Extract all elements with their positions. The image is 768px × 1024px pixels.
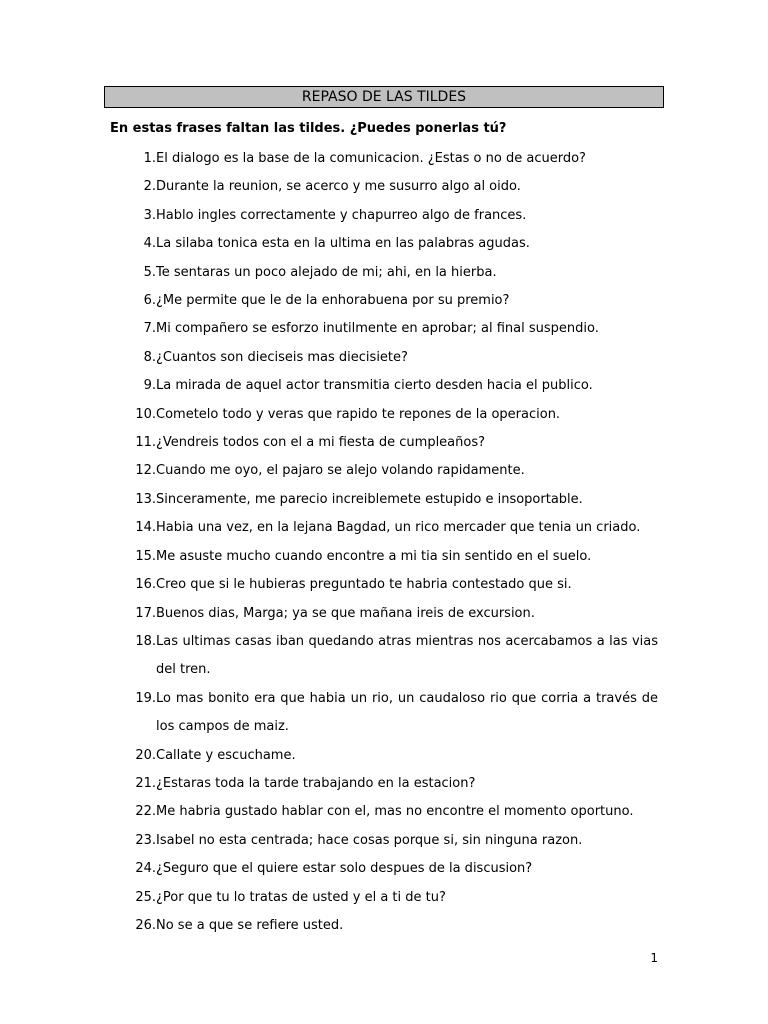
item-sentence: Hablo ingles correctamente y chapurreo algo de frances. xyxy=(156,207,527,223)
list-item xyxy=(110,742,658,770)
list-item xyxy=(110,770,658,798)
item-number-label: 19. xyxy=(135,690,156,706)
item-number xyxy=(110,628,156,685)
item-number-label: 5. xyxy=(143,264,156,280)
item-sentence: Buenos dias, Marga; ya se que mañana ireis de excursion. xyxy=(156,605,535,621)
item-sentence: Creo que si le hubieras preguntado te habria contestado que si. xyxy=(156,577,572,593)
item-sentence: La mirada de aquel actor transmitia cierto desden hacia el publico. xyxy=(156,378,593,394)
item-sentence: La silaba tonica esta en la ultima en las palabras agudas. xyxy=(156,236,530,252)
list-item xyxy=(110,543,658,571)
list-item xyxy=(110,457,658,485)
item-number-label: 3. xyxy=(143,207,156,223)
item-number-label: 26. xyxy=(135,917,156,933)
item-number xyxy=(110,173,156,201)
item-number xyxy=(110,259,156,287)
item-number-label: 20. xyxy=(135,747,156,763)
item-number-label: 18. xyxy=(135,633,156,649)
page-number: 1 xyxy=(650,951,658,965)
list-item xyxy=(110,344,658,372)
list-item xyxy=(110,202,658,230)
exercise-list xyxy=(110,145,658,940)
item-number xyxy=(110,315,156,343)
item-number xyxy=(110,457,156,485)
item-number xyxy=(110,685,156,742)
item-number xyxy=(110,344,156,372)
item-number xyxy=(110,230,156,258)
item-number-label: 2. xyxy=(143,179,156,195)
list-item xyxy=(110,685,658,742)
item-number-label: 7. xyxy=(143,321,156,337)
item-sentence: Lo mas bonito era que habia un rio, un caudaloso rio que corria a través de los campos de maiz. xyxy=(156,690,658,735)
item-sentence: Me habria gustado hablar con el, mas no encontre el momento oportuno. xyxy=(156,804,634,820)
item-number-label: 14. xyxy=(135,520,156,536)
item-number-label: 12. xyxy=(135,463,156,479)
list-item xyxy=(110,173,658,201)
item-sentence: ¿Me permite que le de la enhorabuena por su premio? xyxy=(156,293,510,309)
item-number xyxy=(110,742,156,770)
list-item xyxy=(110,571,658,599)
list-item xyxy=(110,912,658,940)
list-item xyxy=(110,259,658,287)
item-sentence: ¿Cuantos son dieciseis mas diecisiete? xyxy=(156,349,408,365)
item-sentence: Cuando me oyo, el pajaro se alejo volando rapidamente. xyxy=(156,463,525,479)
item-sentence: ¿Estaras toda la tarde trabajando en la estacion? xyxy=(156,775,476,791)
item-number xyxy=(110,429,156,457)
list-item xyxy=(110,145,658,173)
item-number-label: 16. xyxy=(135,577,156,593)
list-item xyxy=(110,600,658,628)
page-title: REPASO DE LAS TILDES xyxy=(104,86,664,108)
item-sentence: Te sentaras un poco alejado de mi; ahi, en la hierba. xyxy=(156,264,497,280)
list-item xyxy=(110,514,658,542)
item-number xyxy=(110,486,156,514)
list-item xyxy=(110,401,658,429)
item-sentence: Durante la reunion, se acerco y me susurro algo al oido. xyxy=(156,179,521,195)
list-item xyxy=(110,287,658,315)
item-number-label: 4. xyxy=(143,236,156,252)
list-item xyxy=(110,315,658,343)
item-number-label: 8. xyxy=(143,349,156,365)
list-item xyxy=(110,798,658,826)
item-number xyxy=(110,145,156,173)
item-number xyxy=(110,884,156,912)
item-number xyxy=(110,401,156,429)
item-number xyxy=(110,770,156,798)
list-item xyxy=(110,855,658,883)
item-sentence: El dialogo es la base de la comunicacion. ¿Estas o no de acuerdo? xyxy=(156,151,586,166)
item-number-label: 6. xyxy=(143,293,156,309)
item-sentence: No se a que se refiere usted. xyxy=(156,917,344,933)
item-number-label: 10. xyxy=(135,406,156,422)
item-sentence: Habia una vez, en la lejana Bagdad, un rico mercader que tenia un criado. xyxy=(156,520,641,536)
item-sentence: Sinceramente, me parecio increiblemete estupido e insoportable. xyxy=(156,491,583,507)
item-number-label: 9. xyxy=(143,378,156,394)
list-item xyxy=(110,230,658,258)
item-number-label: 23. xyxy=(135,832,156,848)
item-number-label: 24. xyxy=(135,861,156,877)
item-sentence: ¿Por que tu lo tratas de usted y el a ti de tu? xyxy=(156,889,446,905)
list-item xyxy=(110,884,658,912)
item-number xyxy=(110,827,156,855)
list-item xyxy=(110,429,658,457)
item-number-label: 1. xyxy=(143,151,156,166)
item-sentence: Mi compañero se esforzo inutilmente en aprobar; al final suspendio. xyxy=(156,321,599,337)
item-number-label: 25. xyxy=(135,889,156,905)
item-sentence: Me asuste mucho cuando encontre a mi tia sin sentido en el suelo. xyxy=(156,548,592,564)
item-sentence: ¿Vendreis todos con el a mi fiesta de cumpleaños? xyxy=(156,435,486,451)
item-number-label: 15. xyxy=(135,548,156,564)
item-number xyxy=(110,600,156,628)
item-sentence: Cometelo todo y veras que rapido te repones de la operacion. xyxy=(156,406,561,422)
item-sentence: Las ultimas casas iban quedando atras mientras nos acercabamos a las vias del tren. xyxy=(156,633,658,678)
item-sentence: Isabel no esta centrada; hace cosas porque si, sin ninguna razon. xyxy=(156,832,583,848)
item-number xyxy=(110,514,156,542)
item-number xyxy=(110,287,156,315)
instruction-text: En estas frases faltan las tildes. ¿Puedes ponerlas tú? xyxy=(110,121,507,136)
list-item xyxy=(110,628,658,685)
item-number xyxy=(110,855,156,883)
item-number xyxy=(110,543,156,571)
item-number-label: 13. xyxy=(135,491,156,507)
item-number xyxy=(110,571,156,599)
item-number xyxy=(110,798,156,826)
item-sentence: ¿Seguro que el quiere estar solo despues de la discusion? xyxy=(156,861,533,877)
item-number xyxy=(110,912,156,940)
list-item xyxy=(110,827,658,855)
item-number-label: 22. xyxy=(135,804,156,820)
item-number-label: 21. xyxy=(135,775,156,791)
item-sentence: Callate y escuchame. xyxy=(156,747,296,763)
item-number xyxy=(110,372,156,400)
item-number xyxy=(110,202,156,230)
item-number-label: 11. xyxy=(135,435,156,451)
item-number-label: 17. xyxy=(135,605,156,621)
list-item xyxy=(110,486,658,514)
list-item xyxy=(110,372,658,400)
